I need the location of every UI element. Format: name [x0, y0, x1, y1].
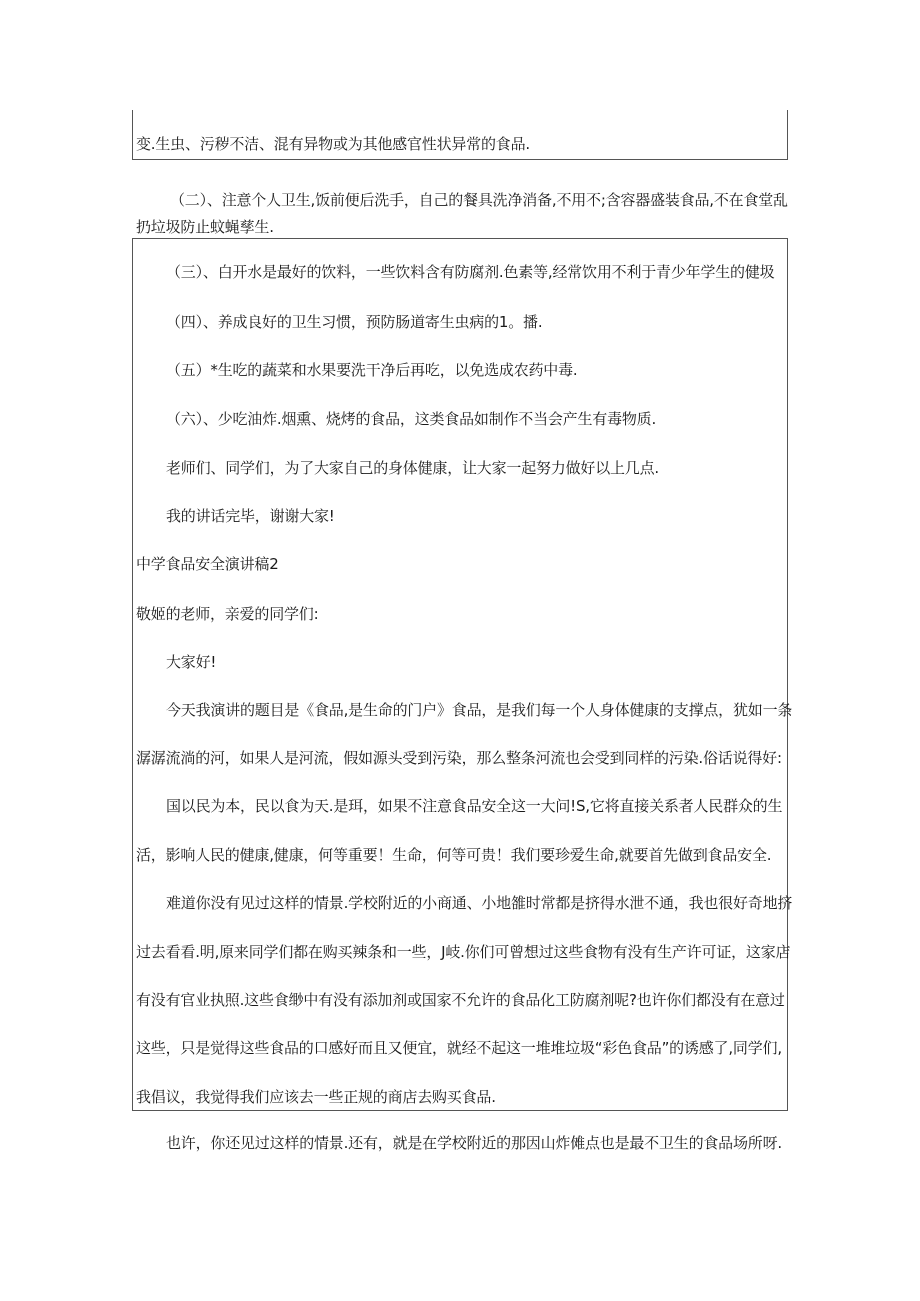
para3-line1: 难道你没有见过这样的情景.学校附近的小商通、小地雒时常都是挤得水泄不通，我也很好奇地挤: [166, 894, 793, 912]
para2-line1: 国以民为本，民以食为天.是珥，如果不注意食品安全这一大问!S,它将直接关系者人民群众的生: [166, 797, 783, 815]
closing-line1: 老师们、同学们，为了大家自己的身体健康，让大家一起努力做好以上几点.: [166, 459, 659, 477]
item4-text: （四）、养成良好的卫生习惯，预防肠道寄生虫病的1。播.: [166, 313, 543, 331]
top-continuation-text: 变.生虫、污秽不洁、混有异物或为其他感官性状异常的食品.: [136, 135, 530, 153]
item2-line2: 扔垃圾防止蚊蝇孳生.: [136, 218, 274, 236]
item6-text: （六）、少吃油炸.烟熏、烧烤的食品，这类食品如制作不当会产生有毒物质.: [166, 410, 657, 428]
section-title: 中学食品安全演讲稿2: [136, 555, 279, 573]
para3-line3: 有没有官业执照.这些食缈中有没有添加剂或国家不允许的食品化工防腐剂呢?也许你们都没有在意过: [136, 991, 785, 1009]
salutation: 敬姬的老师，亲爱的同学们:: [136, 605, 319, 623]
item2-line1: （二）、注意个人卫生,饭前便后洗手，自己的餐具洗净消备,不用不;含容器盛装食品,不在食堂乱: [170, 191, 788, 209]
para1-line2: 潺潺流淌的河，如果人是河流，假如源头受到污染，那么整条河流也会受到同样的污染.俗话说得好:: [136, 749, 782, 767]
para3-line5: 我倡议，我觉得我们应该去一些正规的商店去购买食品.: [136, 1088, 496, 1106]
greeting: 大家好!: [166, 653, 217, 671]
para2-line2: 活，影响人民的健康,健康，何等重要！生命，何等可贵！我们要珍爱生命,就要首先做到食品安全.: [136, 846, 772, 864]
para1-line1: 今天我演讲的题目是《食品,是生命的门户》食品，是我们每一个人身体健康的支撑点，犹如一条: [166, 701, 793, 719]
para3-line4: 这些，只是觉得这些食品的口感好而且又便宜，就经不起这一堆堆垃圾“彩色食品”的诱感了,同学们,: [136, 1039, 782, 1057]
item5-text: （五）*生吃的蔬菜和水果要洗干净后再吃，以免选成农药中毒.: [166, 361, 578, 379]
para3-line2: 过去看看.明,原来同学们都在购买辣条和一些，J岐.你们可曾想过这些食物有没有生产许可证，这家店: [136, 943, 791, 961]
para4-line1: 也许，你还见过这样的情景.还有，就是在学校附近的那因山炸傩点也是最不卫生的食品场所呀.: [166, 1134, 782, 1152]
closing-line2: 我的讲话完毕，谢谢大家!: [166, 507, 335, 525]
item3-text: （三）、白开水是最好的饮料，一些饮料含有防腐剂.色素等,经常饮用不利于青少年学生的健圾: [166, 263, 775, 281]
